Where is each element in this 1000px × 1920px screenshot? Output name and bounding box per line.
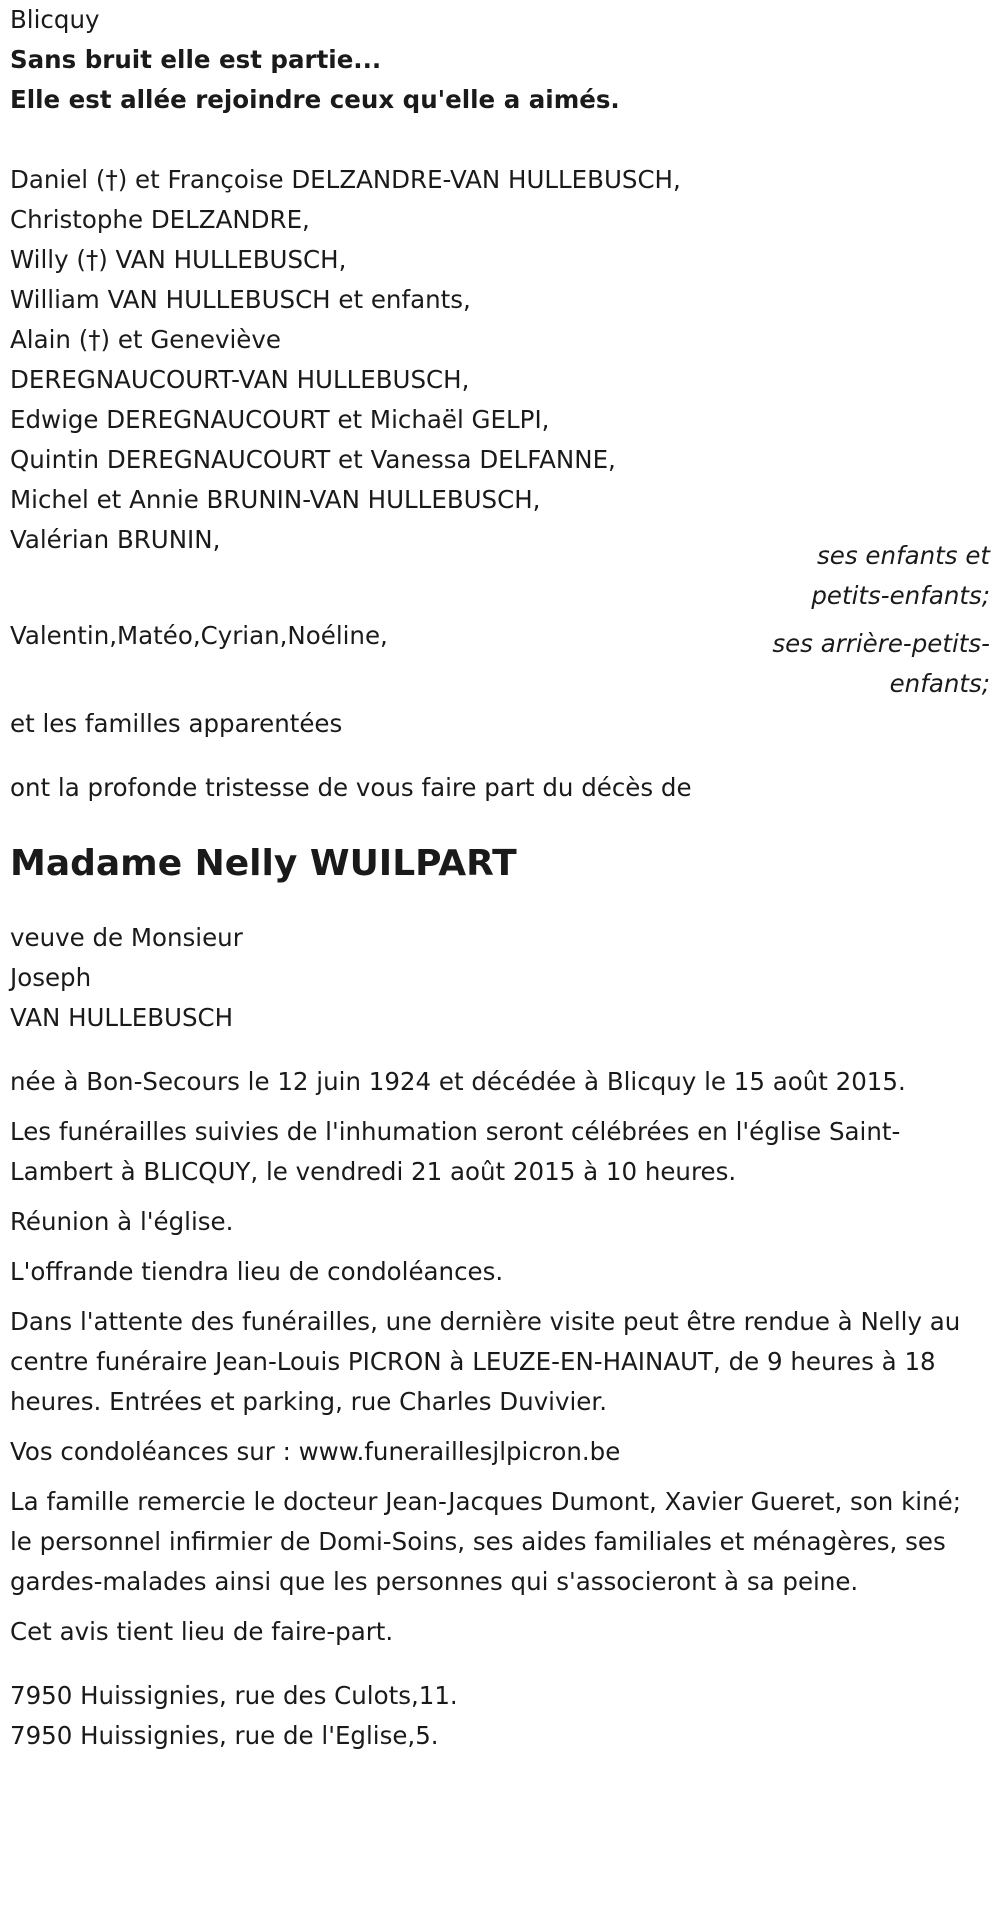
- location: Blicquy: [10, 5, 100, 34]
- last-child-row: [10, 520, 990, 610]
- spouse-last-name: VAN HULLEBUSCH: [10, 1003, 234, 1032]
- family-line: Willy (†) VAN HULLEBUSCH,: [10, 245, 347, 274]
- announcement: ont la profonde tristesse de vous faire part du décès de: [10, 773, 692, 802]
- family-line: William VAN HULLEBUSCH et enfants,: [10, 285, 471, 314]
- obituary-notice: [10, 0, 990, 1756]
- children-list: [10, 160, 990, 610]
- funeral-info: Les funérailles suivies de l'inhumation seront célébrées en l'église Saint-Lambert à BLICQUY, le vendredi 21 août 2015 à 10 heures.: [10, 1117, 901, 1186]
- deceased-name: Madame Nelly WUILPART: [10, 843, 517, 884]
- visit-info: Dans l'attente des funérailles, une dernière visite peut être rendue à Nelly au centre funéraire Jean-Louis PICRON à LEUZE-EN-HAINAUT, de 9 heures à 18 heures. Entrées et parking, rue Charles Duvivier.: [10, 1307, 961, 1416]
- relatives: et les familles apparentées: [10, 709, 343, 738]
- spacer: [10, 894, 990, 918]
- birth-death: née à Bon-Secours le 12 juin 1924 et décédée à Blicquy le 15 août 2015.: [10, 1067, 906, 1096]
- great-grandchildren-row: [10, 621, 990, 704]
- great-grandchildren-note: ses arrière-petits-enfants;: [772, 629, 990, 698]
- spacer: [10, 1662, 990, 1676]
- family-line: Valérian BRUNIN,: [10, 525, 221, 554]
- widow-of: veuve de Monsieur: [10, 923, 243, 952]
- address: 7950 Huissignies, rue des Culots,11.: [10, 1681, 458, 1710]
- notice-info: Cet avis tient lieu de faire-part.: [10, 1617, 394, 1646]
- offering-info: L'offrande tiendra lieu de condoléances.: [10, 1257, 504, 1286]
- children-note: ses enfants et petits-enfants;: [811, 541, 990, 610]
- family-line: Christophe DELZANDRE,: [10, 205, 310, 234]
- address: 7950 Huissignies, rue de l'Eglise,5.: [10, 1721, 439, 1750]
- spacer: [10, 1038, 990, 1062]
- family-line: Edwige DEREGNAUCOURT et Michaël GELPI,: [10, 405, 550, 434]
- details: [10, 1062, 990, 1652]
- meeting-info: Réunion à l'église.: [10, 1207, 234, 1236]
- intro-line-2: Elle est allée rejoindre ceux qu'elle a aimés.: [10, 85, 620, 114]
- spacer: [10, 808, 990, 834]
- spacer: [10, 744, 990, 768]
- spacer: [10, 120, 990, 160]
- intro-line-1: Sans bruit elle est partie...: [10, 45, 382, 74]
- condolences-link: Vos condoléances sur : www.funeraillesjlpicron.be: [10, 1437, 621, 1466]
- family-line: Quintin DEREGNAUCOURT et Vanessa DELFANNE,: [10, 445, 616, 474]
- spouse-first-name: Joseph: [10, 963, 92, 992]
- family-line: Daniel (†) et Françoise DELZANDRE-VAN HULLEBUSCH,: [10, 165, 681, 194]
- thanks: La famille remercie le docteur Jean-Jacques Dumont, Xavier Gueret, son kiné; le personnel infirmier de Domi-Soins, ses aides familiales et ménagères, ses gardes-malades ainsi que les personnes qui s'associeront à sa peine.: [10, 1487, 961, 1596]
- family-line: Michel et Annie BRUNIN-VAN HULLEBUSCH,: [10, 485, 541, 514]
- family-line: DEREGNAUCOURT-VAN HULLEBUSCH,: [10, 365, 470, 394]
- great-grandchildren: Valentin,Matéo,Cyrian,Noéline,: [10, 621, 388, 650]
- family-line: Alain (†) et Geneviève: [10, 325, 281, 354]
